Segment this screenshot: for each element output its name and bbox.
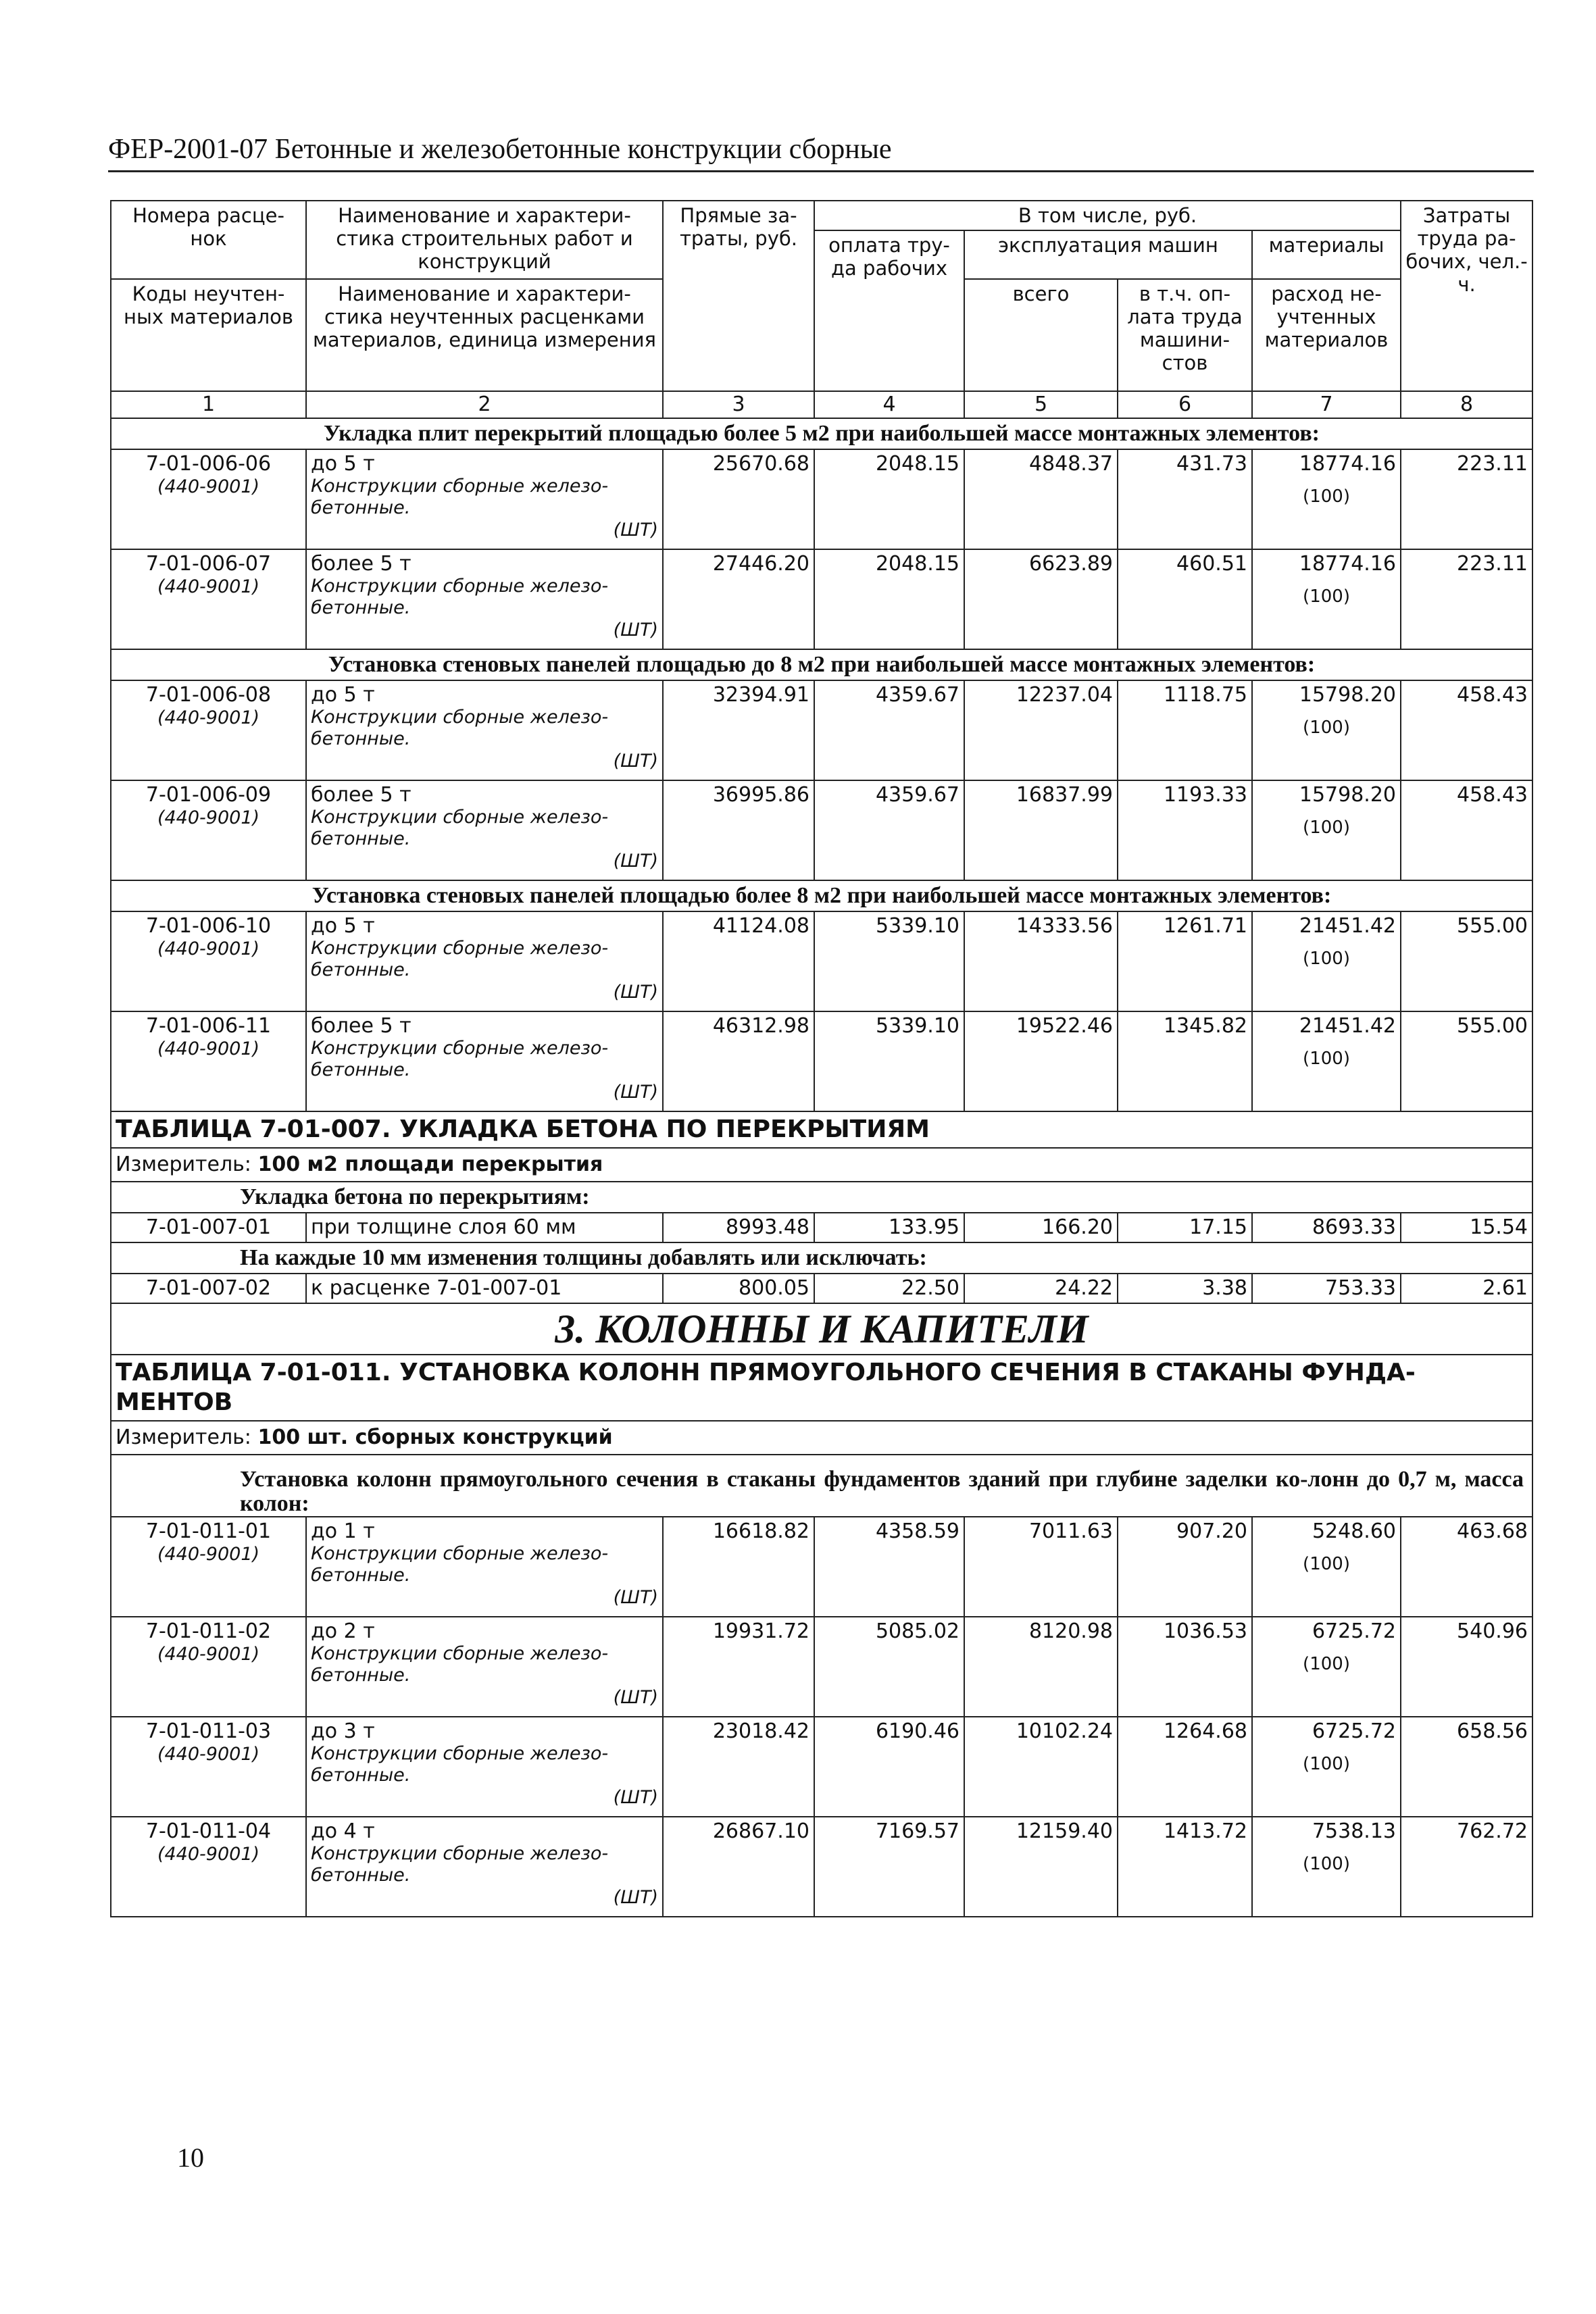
rate-code: 7-01-006-07 — [145, 552, 272, 576]
work-name: до 4 т — [311, 1819, 375, 1843]
direct-costs: 8993.48 — [663, 1213, 814, 1242]
materials: 8693.33 — [1252, 1213, 1401, 1242]
material-name: Конструкции сборные железо-бетонные. — [311, 1743, 609, 1786]
labor-pay: 4359.67 — [814, 680, 964, 780]
unit: (ШТ) — [613, 1787, 658, 1808]
work-name: до 2 т — [311, 1619, 375, 1643]
work-name: более 5 т — [311, 1014, 412, 1038]
section-title: Установка стеновых панелей площадью до 8 м2 при наибольшей массе монтажных элементов: — [111, 649, 1532, 680]
material-code: (440-9001) — [157, 1038, 260, 1059]
section-title: Укладка бетона по перекрытиям: — [111, 1182, 1532, 1213]
materials: 18774.16 — [1299, 452, 1397, 476]
section-title: Установка стеновых панелей площадью более 8 м2 при наибольшей массе монтажных элементов: — [111, 880, 1532, 911]
material-code: (440-9001) — [157, 1644, 260, 1665]
material-norm: (100) — [1303, 1554, 1350, 1574]
labor-hours: 223.11 — [1401, 549, 1532, 649]
meter-011 — [111, 1421, 1532, 1455]
unit: (ШТ) — [613, 851, 658, 872]
machines-total: 19522.46 — [964, 1011, 1118, 1111]
rate-code: 7-01-006-10 — [145, 914, 272, 938]
direct-costs: 27446.20 — [663, 549, 814, 649]
material-code: (440-9001) — [157, 476, 260, 497]
rate-code: 7-01-007-02 — [111, 1274, 306, 1303]
labor-pay: 22.50 — [814, 1274, 964, 1303]
table-row — [111, 1274, 1532, 1303]
work-name: более 5 т — [311, 783, 412, 807]
machines-total: 12237.04 — [964, 680, 1118, 780]
machinist-pay: 1261.71 — [1118, 911, 1252, 1011]
labor-hours: 2.61 — [1401, 1274, 1532, 1303]
labor-hours: 463.68 — [1401, 1517, 1532, 1617]
unit: (ШТ) — [613, 1887, 658, 1908]
table-row — [111, 1213, 1532, 1242]
header-work-name: Наименование и характери-стика строительных работ и конструкций — [306, 201, 663, 279]
direct-costs: 26867.10 — [663, 1817, 814, 1917]
header-material-name: Наименование и характери-стика неучтенных расценками материалов, единица измерения — [306, 279, 663, 391]
table-row — [111, 911, 1532, 1011]
unit: (ШТ) — [613, 751, 658, 772]
meter-007 — [111, 1148, 1532, 1182]
material-name: Конструкции сборные железо-бетонные. — [311, 707, 609, 749]
rate-code: 7-01-011-02 — [145, 1619, 272, 1643]
rate-code: 7-01-007-01 — [111, 1213, 306, 1242]
work-name: более 5 т — [311, 552, 412, 576]
machines-total: 8120.98 — [964, 1617, 1118, 1717]
unit: (ШТ) — [613, 982, 658, 1003]
labor-pay: 5339.10 — [814, 1011, 964, 1111]
unit: (ШТ) — [613, 520, 658, 540]
labor-hours: 555.00 — [1401, 911, 1532, 1011]
material-name: Конструкции сборные железо-бетонные. — [311, 576, 609, 618]
section-title: На каждые 10 мм изменения толщины добавлять или исключать: — [111, 1242, 1532, 1274]
header-labor-pay: оплата тру-да рабочих — [814, 230, 964, 391]
machines-total: 4848.37 — [964, 449, 1118, 549]
machinist-pay: 1193.33 — [1118, 780, 1252, 880]
material-norm: (100) — [1303, 1049, 1350, 1069]
labor-pay: 133.95 — [814, 1213, 964, 1242]
labor-pay: 4358.59 — [814, 1517, 964, 1617]
materials: 21451.42 — [1299, 1014, 1397, 1038]
header-rate-number: Номера расце-нок — [111, 201, 306, 279]
table-row — [111, 680, 1532, 780]
material-code: (440-9001) — [157, 576, 260, 597]
work-name: до 3 т — [311, 1719, 375, 1743]
direct-costs: 25670.68 — [663, 449, 814, 549]
running-head: ФЕР-2001-07 Бетонные и железобетонные конструкции сборные — [108, 132, 1534, 172]
section-title: Укладка плит перекрытий площадью более 5 м2 при наибольшей массе монтажных элементов: — [111, 418, 1532, 449]
labor-pay: 4359.67 — [814, 780, 964, 880]
machinist-pay: 1036.53 — [1118, 1617, 1252, 1717]
direct-costs: 16618.82 — [663, 1517, 814, 1617]
column-number: 4 — [814, 391, 964, 418]
header-material-code: Коды неучтен-ных материалов — [111, 279, 306, 391]
labor-pay: 2048.15 — [814, 449, 964, 549]
direct-costs: 19931.72 — [663, 1617, 814, 1717]
materials: 753.33 — [1252, 1274, 1401, 1303]
direct-costs: 36995.86 — [663, 780, 814, 880]
materials: 6725.72 — [1312, 1619, 1397, 1643]
column-number: 1 — [111, 391, 306, 418]
materials: 15798.20 — [1299, 783, 1397, 807]
material-norm: (100) — [1303, 1854, 1350, 1874]
table-row — [111, 780, 1532, 880]
machines-total: 10102.24 — [964, 1717, 1118, 1817]
materials: 18774.16 — [1299, 552, 1397, 576]
work-name: до 5 т — [311, 683, 375, 707]
machines-total: 14333.56 — [964, 911, 1118, 1011]
work-name: до 5 т — [311, 452, 375, 476]
table-row — [111, 1717, 1532, 1817]
material-norm: (100) — [1303, 1654, 1350, 1674]
table-row — [111, 549, 1532, 649]
material-norm: (100) — [1303, 586, 1350, 607]
column-number: 3 — [663, 391, 814, 418]
meter-label: Измеритель: — [116, 1153, 251, 1176]
material-code: (440-9001) — [157, 1744, 260, 1765]
labor-hours: 658.56 — [1401, 1717, 1532, 1817]
machinist-pay: 1264.68 — [1118, 1717, 1252, 1817]
machinist-pay: 17.15 — [1118, 1213, 1252, 1242]
material-norm: (100) — [1303, 1754, 1350, 1774]
column-number: 8 — [1401, 391, 1532, 418]
materials: 7538.13 — [1312, 1819, 1397, 1843]
labor-hours: 540.96 — [1401, 1617, 1532, 1717]
materials: 15798.20 — [1299, 683, 1397, 707]
rates-table — [110, 200, 1533, 1917]
table-title-007: ТАБЛИЦА 7-01-007. УКЛАДКА БЕТОНА ПО ПЕРЕКРЫТИЯМ — [111, 1111, 1532, 1148]
material-name: Конструкции сборные железо-бетонные. — [311, 1843, 609, 1886]
material-name: Конструкции сборные железо-бетонные. — [311, 1643, 609, 1686]
labor-hours: 223.11 — [1401, 449, 1532, 549]
material-norm: (100) — [1303, 718, 1350, 738]
direct-costs: 800.05 — [663, 1274, 814, 1303]
materials: 5248.60 — [1312, 1519, 1397, 1543]
material-code: (440-9001) — [157, 1544, 260, 1565]
machinist-pay: 1118.75 — [1118, 680, 1252, 780]
header-machines: эксплуатация машин — [964, 230, 1252, 279]
material-code: (440-9001) — [157, 1844, 260, 1865]
meter-value: 100 шт. сборных конструкций — [257, 1426, 613, 1449]
rate-code: 7-01-006-08 — [145, 683, 272, 707]
table-row — [111, 1817, 1532, 1917]
machinist-pay: 907.20 — [1118, 1517, 1252, 1617]
machines-total: 16837.99 — [964, 780, 1118, 880]
machines-total: 12159.40 — [964, 1817, 1118, 1917]
machines-total: 24.22 — [964, 1274, 1118, 1303]
rate-code: 7-01-011-01 — [145, 1519, 272, 1543]
rate-code: 7-01-006-06 — [145, 452, 272, 476]
meter-label: Измеритель: — [116, 1426, 251, 1449]
header-unaccounted-materials: расход не-учтенных материалов — [1252, 279, 1401, 391]
rate-code: 7-01-006-09 — [145, 783, 272, 807]
chapter-title: 3. КОЛОННЫ И КАПИТЕЛИ — [111, 1303, 1532, 1355]
table-row — [111, 449, 1532, 549]
materials: 6725.72 — [1312, 1719, 1397, 1743]
unit: (ШТ) — [613, 1082, 658, 1103]
header-labor-hours: Затраты труда ра-бочих, чел.-ч. — [1401, 201, 1532, 391]
labor-hours: 15.54 — [1401, 1213, 1532, 1242]
machines-total: 166.20 — [964, 1213, 1118, 1242]
material-name: Конструкции сборные железо-бетонные. — [311, 938, 609, 980]
labor-pay: 5085.02 — [814, 1617, 964, 1717]
unit: (ШТ) — [613, 620, 658, 640]
machinist-pay: 3.38 — [1118, 1274, 1252, 1303]
material-name: Конструкции сборные железо-бетонные. — [311, 1038, 609, 1080]
material-norm: (100) — [1303, 949, 1350, 969]
labor-pay: 6190.46 — [814, 1717, 964, 1817]
material-name: Конструкции сборные железо-бетонные. — [311, 1543, 609, 1586]
material-code: (440-9001) — [157, 938, 260, 959]
material-name: Конструкции сборные железо-бетонные. — [311, 476, 609, 518]
unit: (ШТ) — [613, 1687, 658, 1708]
machines-total: 6623.89 — [964, 549, 1118, 649]
work-name: до 5 т — [311, 914, 375, 938]
direct-costs: 46312.98 — [663, 1011, 814, 1111]
section-title: Установка колонн прямоугольного сечения в стаканы фундаментов зданий при глубине заделки ко-лонн до 0,7 м, масса колон: — [111, 1455, 1532, 1517]
material-code: (440-9001) — [157, 707, 260, 728]
unit: (ШТ) — [613, 1587, 658, 1608]
machines-total: 7011.63 — [964, 1517, 1118, 1617]
table-row — [111, 1011, 1532, 1111]
labor-hours: 762.72 — [1401, 1817, 1532, 1917]
labor-pay: 2048.15 — [814, 549, 964, 649]
table-row — [111, 1517, 1532, 1617]
column-number: 5 — [964, 391, 1118, 418]
work-name: до 1 т — [311, 1519, 375, 1543]
header-machines-total: всего — [964, 279, 1118, 391]
header-direct-costs: Прямые за-траты, руб. — [663, 201, 814, 391]
page-number: 10 — [177, 2142, 204, 2173]
labor-pay: 5339.10 — [814, 911, 964, 1011]
machinist-pay: 1413.72 — [1118, 1817, 1252, 1917]
rate-code: 7-01-011-03 — [145, 1719, 272, 1743]
column-number: 6 — [1118, 391, 1252, 418]
machinist-pay: 1345.82 — [1118, 1011, 1252, 1111]
machinist-pay: 431.73 — [1118, 449, 1252, 549]
rate-code: 7-01-006-11 — [145, 1014, 272, 1038]
column-number: 7 — [1252, 391, 1401, 418]
direct-costs: 32394.91 — [663, 680, 814, 780]
machinist-pay: 460.51 — [1118, 549, 1252, 649]
labor-pay: 7169.57 — [814, 1817, 964, 1917]
column-number: 2 — [306, 391, 663, 418]
header-machinist-pay: в т.ч. оп-лата труда машини-стов — [1118, 279, 1252, 391]
direct-costs: 23018.42 — [663, 1717, 814, 1817]
material-code: (440-9001) — [157, 807, 260, 828]
labor-hours: 555.00 — [1401, 1011, 1532, 1111]
header-including: В том числе, руб. — [814, 201, 1401, 230]
material-norm: (100) — [1303, 818, 1350, 838]
direct-costs: 41124.08 — [663, 911, 814, 1011]
work-name: к расценке 7-01-007-01 — [306, 1274, 663, 1303]
meter-value: 100 м2 площади перекрытия — [257, 1153, 603, 1176]
table-title-011: ТАБЛИЦА 7-01-011. УСТАНОВКА КОЛОНН ПРЯМОУГОЛЬНОГО СЕЧЕНИЯ В СТАКАНЫ ФУНДА-МЕНТОВ — [111, 1355, 1532, 1421]
labor-hours: 458.43 — [1401, 680, 1532, 780]
labor-hours: 458.43 — [1401, 780, 1532, 880]
table-row — [111, 1617, 1532, 1717]
work-name: при толщине слоя 60 мм — [306, 1213, 663, 1242]
header-materials: материалы — [1252, 230, 1401, 279]
material-norm: (100) — [1303, 486, 1350, 507]
materials: 21451.42 — [1299, 914, 1397, 938]
material-name: Конструкции сборные железо-бетонные. — [311, 807, 609, 849]
rate-code: 7-01-011-04 — [145, 1819, 272, 1843]
